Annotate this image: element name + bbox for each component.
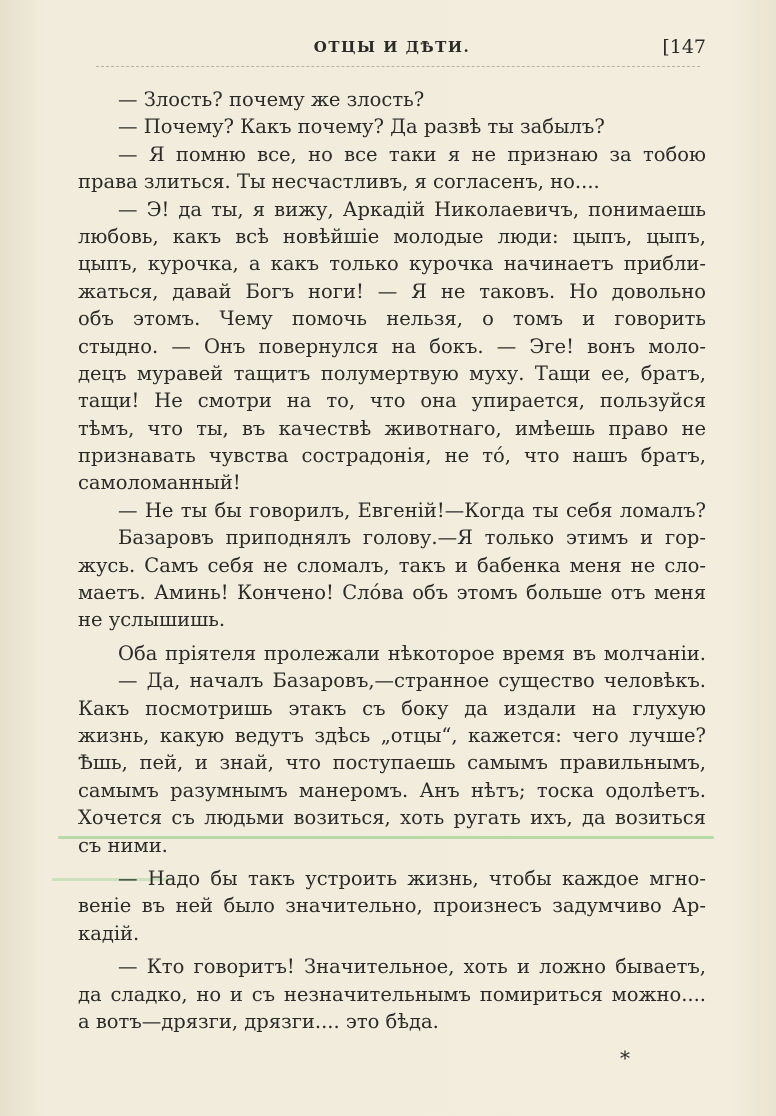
text-line: веніе въ ней было значительно, произнесъ задумчиво Ар- (78, 894, 706, 918)
text-line: цыпъ, курочка, а какъ только курочка начинаетъ прибли- (78, 252, 706, 276)
text-line: да сладко, но и съ незначительнымъ помириться можно.... (78, 982, 706, 1006)
text-line: — Надо бы такъ устроить жизнь, чтобы каждое мгно- (118, 866, 706, 890)
text-line: Базаровъ приподнялъ голову.—Я только этимъ и гор- (118, 526, 706, 550)
text-line: объ этомъ. Чему помочь нельзя, о томъ и говорить (78, 307, 706, 331)
text-line: Какъ посмотришь этакъ съ боку да издали на глухую (78, 696, 706, 720)
text-line: жизнь, какую ведутъ здѣсь „отцы“, кажется: чего лучше? (78, 723, 706, 747)
text-line: — Злость? почему же злость? (118, 88, 425, 111)
text-line: самымъ разумнымъ манеромъ. Анъ нѣтъ; тоска одолѣетъ. (78, 778, 706, 802)
text-line: — Э! да ты, я вижу, Аркадій Николаевичъ, понимаешь (118, 197, 706, 221)
text-line: — Кто говоритъ! Значительное, хоть и ложно бываетъ, (118, 955, 706, 979)
text-line: кадій. (78, 921, 140, 945)
text-line: — Не ты бы говорилъ, Евгеній!—Когда ты себя ломалъ? (118, 498, 706, 522)
text-line: децъ муравей тащитъ полумертвую муху. Тащи ее, братъ, (78, 361, 706, 385)
page-number: [147 (662, 36, 706, 58)
text-line: права злиться. Ты несчастливъ, я согласенъ, но.... (78, 170, 600, 194)
body-text (78, 86, 706, 1035)
page-header (78, 36, 706, 64)
text-line: жаться, давай Богъ ноги! — Я не таковъ. Но довольно (78, 279, 706, 303)
text-line: маетъ. Аминь! Кончено! Слóва объ этомъ больше отъ меня (78, 581, 706, 605)
text-line: Оба пріятеля пролежали нѣкоторое время въ молчаніи. (118, 641, 706, 665)
text-line: — Я помню все, но все таки я не признаю за тобою (118, 142, 706, 166)
text-line: жусь. Самъ себя не сломалъ, такъ и бабенка меня не сло- (78, 553, 706, 577)
text-line: а вотъ—дрязги, дрязги.... это бѣда. (78, 1009, 439, 1033)
text-line: самоломанный! (78, 471, 241, 495)
text-line: признавать чувства сострадонія, не тó, что нашъ братъ, (78, 444, 706, 468)
text-line: тащи! Не смотри на то, что она упирается, пользуйся (78, 389, 706, 413)
text-line: стыдно. — Онъ повернулся на бокъ. — Эге! вонъ моло- (78, 334, 706, 358)
running-title: ОТЦЫ И ДѢТИ. (313, 38, 471, 56)
text-line: — Да, началъ Базаровъ,—странное существо человѣкъ. (118, 669, 706, 693)
header-rule (96, 66, 700, 67)
signature-mark: * (620, 1046, 630, 1070)
text-line: съ ними. (78, 833, 168, 857)
text-line: Хочется съ людьми возиться, хоть ругать ихъ, да возиться (78, 806, 706, 830)
text-line: — Почему? Какъ почему? Да развѣ ты забылъ? (118, 115, 605, 139)
text-line: тѣмъ, что ты, въ качествѣ животнаго, имѣешь право не (78, 416, 706, 440)
text-line: любовь, какъ всѣ новѣйшіе молодые люди: цыпъ, цыпъ, (78, 224, 706, 248)
text-line: Ѣшь, пей, и знай, что поступаешь самымъ правильнымъ, (78, 751, 706, 775)
text-line: не услышишь. (78, 608, 226, 632)
